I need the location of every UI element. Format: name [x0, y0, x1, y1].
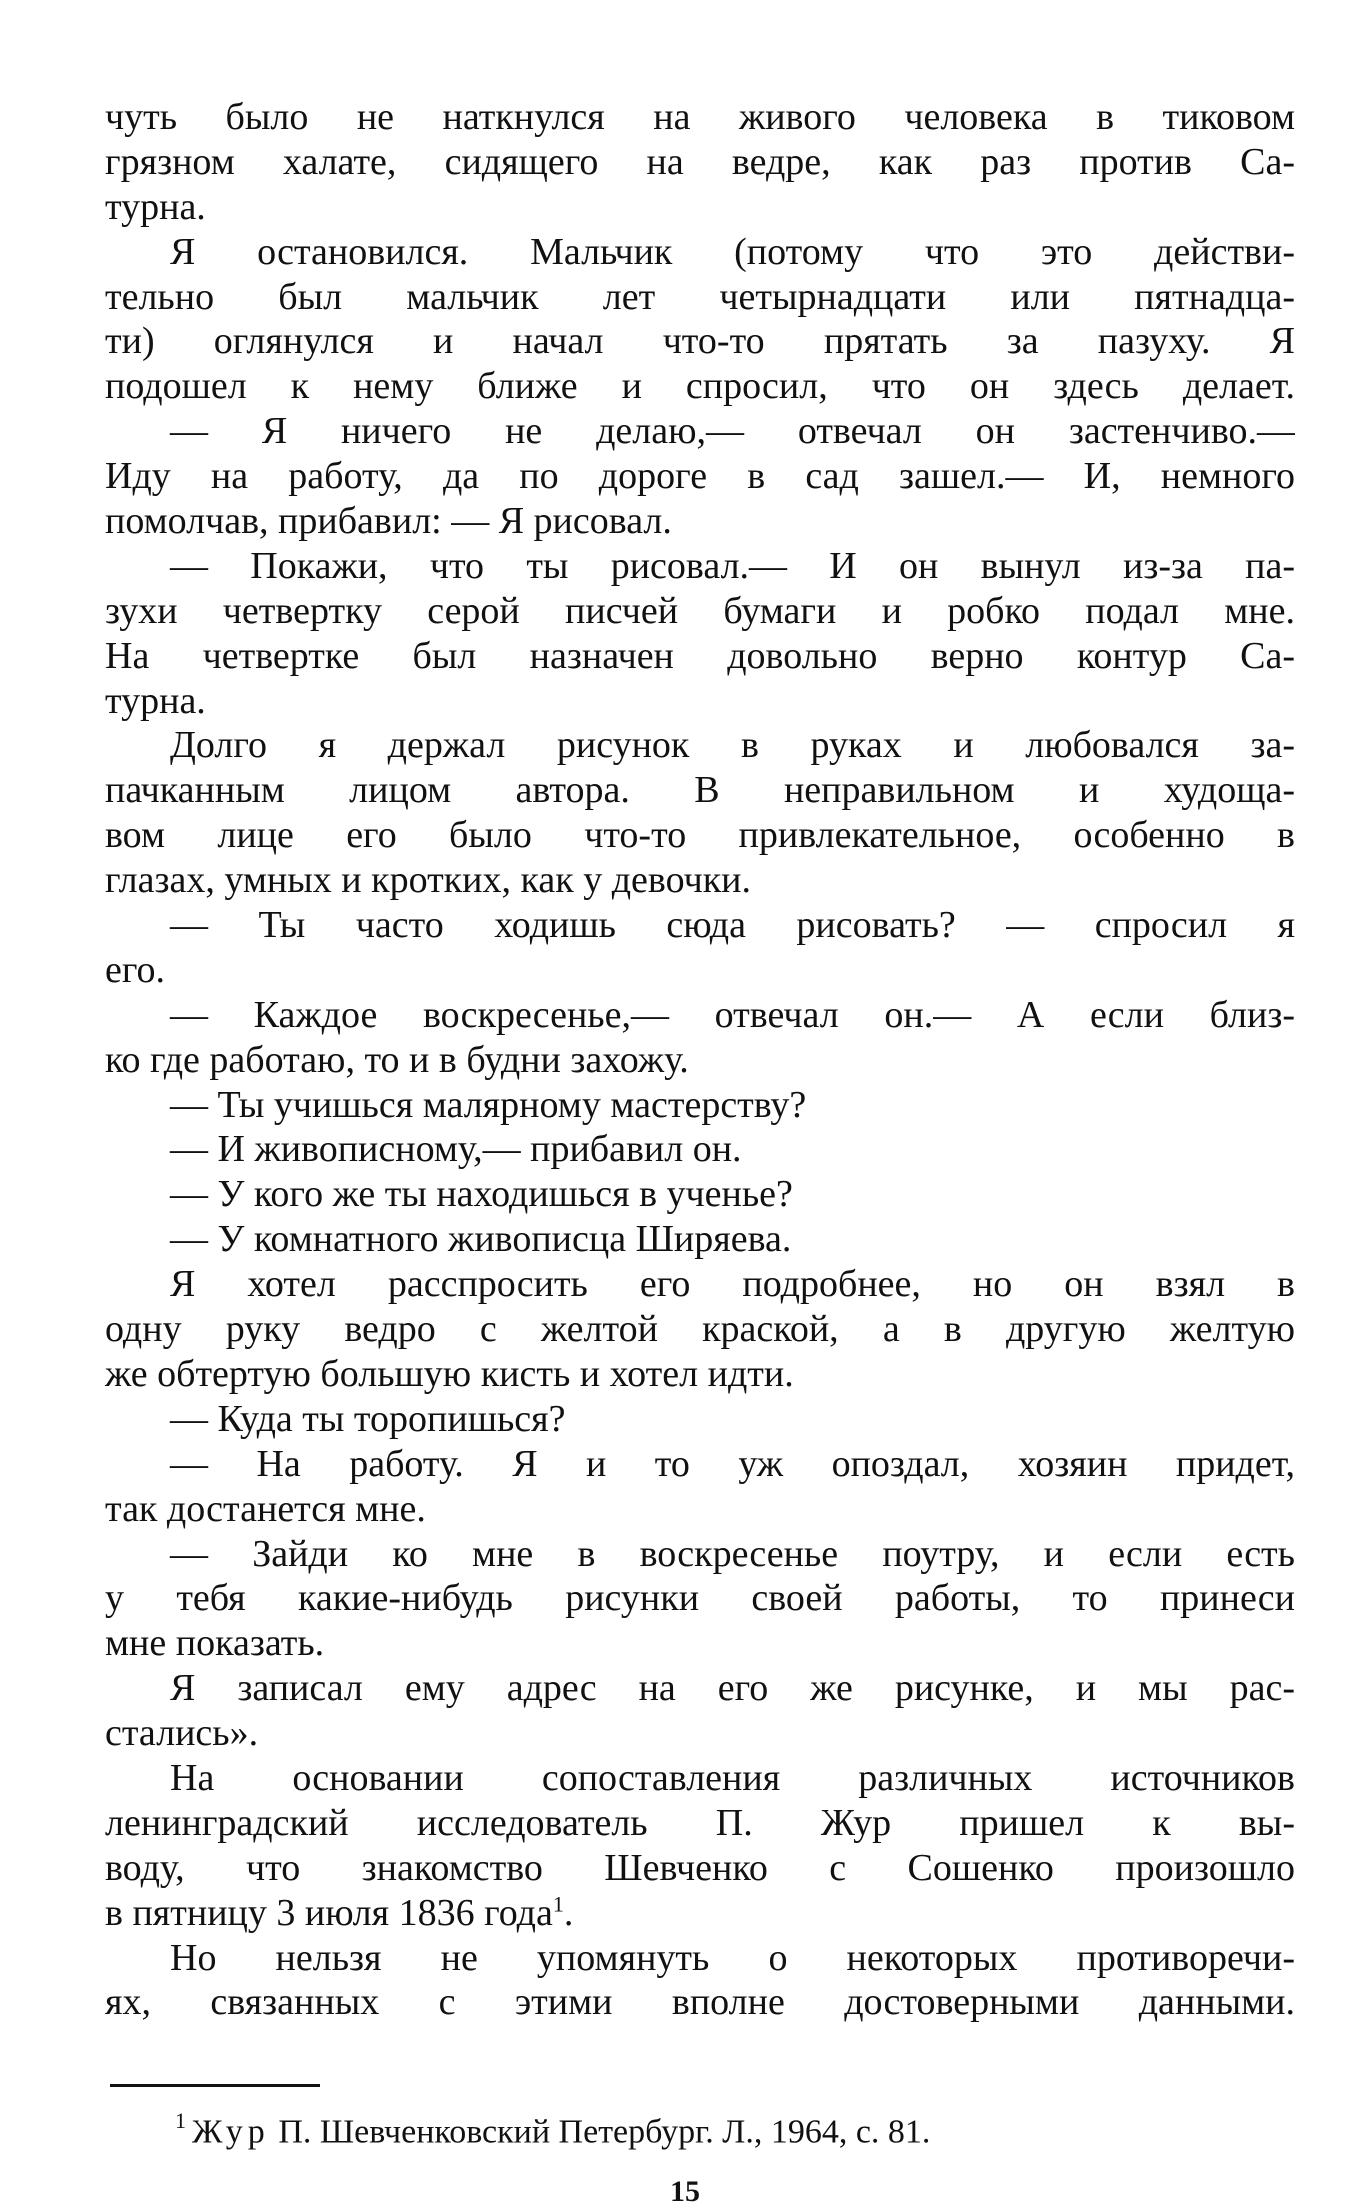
text-line	[105, 230, 1295, 275]
text-line	[105, 319, 1295, 364]
text-line-content: у тебя какие-нибудь рисунки своей работы, то принеси	[105, 1577, 1295, 1620]
text-line-content: чуть было не наткнулся на живого человека в тиковом	[105, 96, 1295, 138]
footnote-divider	[110, 2084, 320, 2087]
text-line	[105, 1666, 1295, 1711]
text-line-content: турна.	[105, 185, 206, 228]
text-line	[105, 993, 1295, 1038]
text-line-content: На основании сопоставления различных источников	[170, 1756, 1295, 1799]
text-line-content: — Куда ты торопишься?	[170, 1397, 566, 1440]
text-line	[105, 813, 1295, 858]
page-body	[105, 95, 1295, 2025]
text-line-content: же обтертую большую кисть и хотел идти.	[105, 1352, 794, 1395]
text-line-content: ленинградский исследователь П. Жур пришел к вы-	[105, 1801, 1295, 1844]
text-line	[105, 1891, 1295, 1936]
text-line	[105, 1442, 1295, 1487]
text-line	[105, 364, 1295, 409]
text-line-content: — Зайди ко мне в воскресенье поутру, и если есть	[170, 1532, 1295, 1575]
footnote	[175, 2103, 930, 2152]
text-line-content: ях, связанных с этими вполне достоверными данными.	[105, 1981, 1295, 2024]
text-line-content: вом лице его было что-то привлекательное, особенно в	[105, 814, 1295, 857]
text-line-content: в пятницу 3 июля 1836 года	[105, 1891, 553, 1934]
text-line	[105, 1397, 1295, 1442]
text-line	[105, 1980, 1295, 2025]
text-line	[105, 858, 1295, 903]
footnote-marker: 1	[175, 2108, 186, 2133]
text-line	[105, 1532, 1295, 1577]
text-line-content: стались».	[105, 1712, 259, 1755]
text-line-content: — У комнатного живописца Ширяева.	[170, 1218, 792, 1261]
text-line-content: одну руку ведро с желтой краской, а в другую желтую	[105, 1308, 1295, 1351]
text-line-content: тельно был мальчик лет четырнадцати или пятнадца-	[105, 275, 1295, 318]
text-line	[105, 903, 1295, 948]
text-line-content: — На работу. Я и то уж опоздал, хозяин придет,	[170, 1442, 1295, 1485]
text-line-content: Я записал ему адрес на его же рисунке, и мы рас-	[170, 1667, 1295, 1710]
text-line-content: Я остановился. Мальчик (потому что это действи-	[170, 230, 1295, 273]
text-line-content: — И живописному,— прибавил он.	[170, 1128, 742, 1171]
text-line	[105, 1576, 1295, 1621]
text-line-content: ти) оглянулся и начал что-то прятать за пазуху. Я	[105, 320, 1295, 363]
text-line	[105, 185, 1295, 230]
text-line-content: ко где работаю, то и в будни захожу.	[105, 1038, 689, 1081]
text-line	[105, 1711, 1295, 1756]
text-line	[105, 454, 1295, 499]
text-line	[105, 1846, 1295, 1891]
text-line-content: глазах, умных и кротких, как у девочки.	[105, 859, 751, 902]
text-line	[105, 1127, 1295, 1172]
text-line-content: — Покажи, что ты рисовал.— И он вынул из-за па-	[170, 544, 1295, 587]
text-line	[105, 589, 1295, 634]
text-line-content: так достанется мне.	[105, 1487, 426, 1530]
text-line-content: — У кого же ты находишься в ученье?	[170, 1173, 793, 1216]
text-line-content: — Я ничего не делаю,— отвечал он застенчиво.—	[170, 410, 1295, 453]
text-line	[105, 723, 1295, 768]
text-line	[105, 1307, 1295, 1352]
text-line	[105, 1801, 1295, 1846]
text-line-content: его.	[105, 948, 166, 991]
text-line-content: Я хотел расспросить его подробнее, но он взял в	[170, 1263, 1295, 1306]
text-line-content: — Ты учишься малярному мастерству?	[170, 1083, 807, 1126]
text-line-content: мне показать.	[105, 1622, 325, 1665]
text-line-tail: .	[563, 1891, 574, 1934]
text-line	[105, 1756, 1295, 1801]
text-line-content: зухи четвертку серой писчей бумаги и робко подал мне.	[105, 589, 1295, 632]
text-line-content: пачканным лицом автора. В неправильном и худоща-	[105, 769, 1295, 812]
text-line	[105, 948, 1295, 993]
text-line	[105, 679, 1295, 724]
text-line-content: Долго я держал рисунок в руках и любовался за-	[170, 724, 1295, 767]
footnote-author: Жур	[192, 2113, 270, 2151]
text-line-content: грязном халате, сидящего на ведре, как раз против Са-	[105, 140, 1295, 183]
text-line-content: помолчав, прибавил: — Я рисовал.	[105, 500, 672, 543]
text-line-content: На четвертке был назначен довольно верно контур Са-	[105, 634, 1295, 677]
text-line	[105, 1038, 1295, 1083]
text-line	[105, 275, 1295, 320]
text-line	[105, 95, 1295, 140]
text-line	[105, 768, 1295, 813]
text-line	[105, 499, 1295, 544]
text-line	[105, 140, 1295, 185]
text-line-content: Иду на работу, да по дороге в сад зашел.— И, немного	[105, 455, 1295, 498]
page-number: 15	[670, 2175, 700, 2208]
footnote-text: П. Шевченковский Петербург. Л., 1964, с. 81.	[278, 2113, 931, 2151]
text-line	[105, 634, 1295, 679]
text-line	[105, 544, 1295, 589]
text-line-content: Но нельзя не упомянуть о некоторых противоречи-	[170, 1936, 1295, 1979]
text-line-content: — Каждое воскресенье,— отвечал он.— А если близ-	[170, 993, 1295, 1036]
text-line	[105, 409, 1295, 454]
text-line	[105, 1352, 1295, 1397]
text-line	[105, 1217, 1295, 1262]
text-line	[105, 1621, 1295, 1666]
text-line-content: подошел к нему ближе и спросил, что он здесь делает.	[105, 365, 1295, 408]
text-line-content: турна.	[105, 679, 206, 722]
text-line	[105, 1083, 1295, 1128]
footnote-reference[interactable]: 1	[552, 1890, 564, 1916]
text-line	[105, 1487, 1295, 1532]
text-line-content: воду, что знакомство Шевченко с Сошенко произошло	[105, 1846, 1295, 1889]
text-line	[105, 1262, 1295, 1307]
text-line	[105, 1172, 1295, 1217]
text-line-content: — Ты часто ходишь сюда рисовать? — спросил я	[170, 904, 1295, 947]
text-line	[105, 1936, 1295, 1981]
